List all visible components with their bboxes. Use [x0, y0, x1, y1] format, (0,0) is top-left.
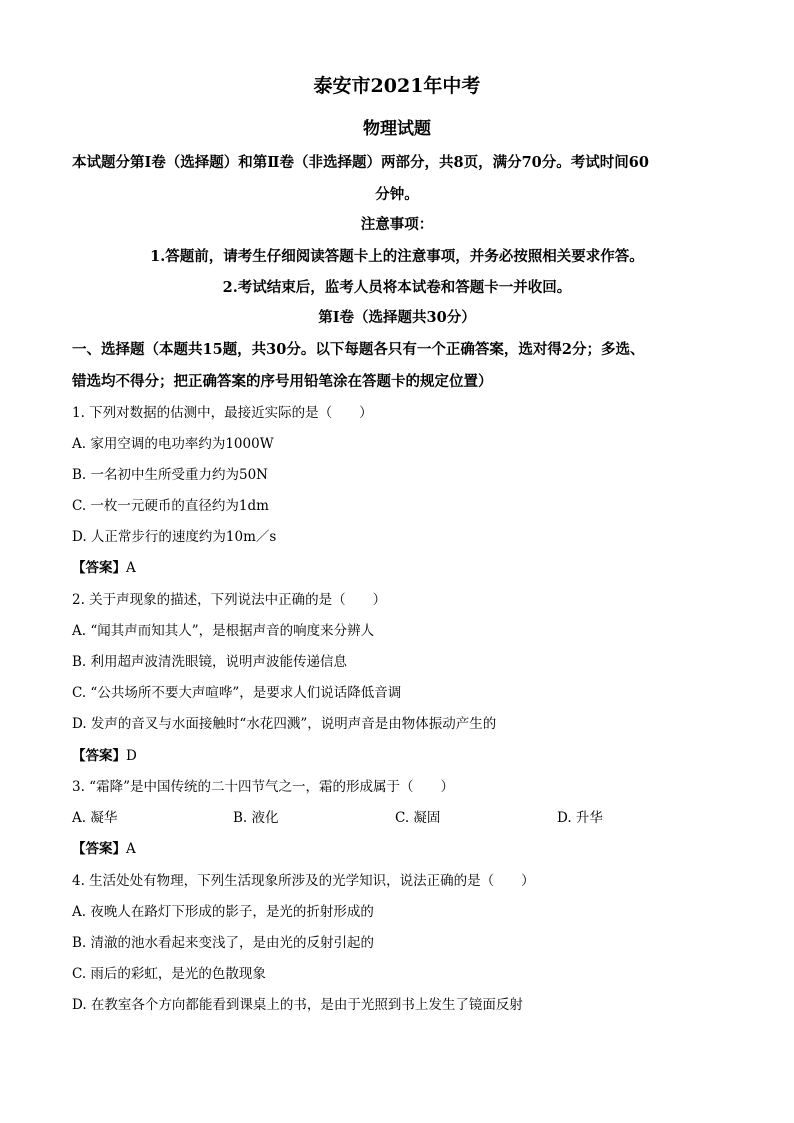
notice-item-1: 1.答题前，请考生仔细阅读答题卡上的注意事项，并务必按照相关要求作答。	[150, 248, 644, 265]
answer-value: A	[126, 560, 136, 576]
intro-line-2: 分钟。	[375, 186, 419, 203]
question-4-option-c: C. 雨后的彩虹，是光的色散现象	[72, 966, 266, 982]
question-1-option-b: B. 一名初中生所受重力约为50N	[72, 467, 268, 483]
question-3-answer	[72, 837, 136, 857]
question-3-option-d: D. 升华	[557, 810, 603, 826]
question-2-option-a: A. “闻其声而知其人”，是根据声音的响度来分辨人	[72, 623, 375, 639]
intro-line-1: 本试题分第Ⅰ卷（选择题）和第Ⅱ卷（非选择题）两部分，共8页，满分70分。考试时间60	[72, 154, 649, 171]
question-2-option-b: B. 利用超声波清洗眼镜，说明声波能传递信息	[72, 654, 348, 670]
answer-value: A	[126, 841, 136, 857]
section-instruction-line-1: 一、选择题（本题共15题，共30分。以下每题各只有一个正确答案，选对得2分；多选、	[72, 341, 645, 358]
question-4-stem: 4. 生活处处有物理，下列生活现象所涉及的光学知识，说法正确的是（ ）	[72, 873, 535, 889]
answer-label: 【答案】	[72, 748, 126, 764]
question-1-option-a: A. 家用空调的电功率约为1000W	[72, 436, 274, 452]
question-1-stem: 1. 下列对数据的估测中，最接近实际的是（ ）	[72, 405, 373, 421]
question-3-stem: 3. “霜降”是中国传统的二十四节气之一，霜的形成属于（ ）	[72, 779, 454, 795]
question-3-option-a: A. 凝华	[72, 810, 118, 826]
question-1-option-c: C. 一枚一元硬币的直径约为1dm	[72, 498, 269, 514]
exam-title: 泰安市2021年中考	[313, 75, 481, 97]
question-3-option-c: C. 凝固	[395, 810, 441, 826]
answer-label: 【答案】	[72, 841, 126, 857]
answer-value: D	[126, 748, 137, 764]
question-4-option-b: B. 清澈的池水看起来变浅了，是由光的反射引起的	[72, 935, 375, 951]
question-2-option-c: C. “公共场所不要大声喧哗”，是要求人们说话降低音调	[72, 685, 402, 701]
question-1-answer	[72, 556, 136, 576]
answer-label: 【答案】	[72, 560, 126, 576]
part-title: 第Ⅰ卷（选择题共30分）	[318, 309, 476, 326]
question-4-option-a: A. 夜晚人在路灯下形成的影子，是光的折射形成的	[72, 904, 374, 920]
question-2-stem: 2. 关于声现象的描述，下列说法中正确的是（ ）	[72, 592, 387, 608]
question-4-option-d: D. 在教室各个方向都能看到课桌上的书，是由于光照到书上发生了镜面反射	[72, 997, 523, 1013]
notice-item-2: 2.考试结束后，监考人员将本试卷和答题卡一并收回。	[222, 279, 572, 296]
notice-title: 注意事项：	[360, 216, 434, 233]
exam-subtitle: 物理试题	[363, 119, 431, 139]
question-3-option-b: B. 液化	[233, 810, 279, 826]
question-2-answer	[72, 744, 137, 764]
question-1-option-d: D. 人正常步行的速度约为10m／s	[72, 529, 277, 545]
question-2-option-d: D. 发声的音叉与水面接触时“水花四溅”，说明声音是由物体振动产生的	[72, 716, 497, 732]
section-instruction-line-2: 错选均不得分；把正确答案的序号用铅笔涂在答题卡的规定位置）	[72, 373, 493, 390]
